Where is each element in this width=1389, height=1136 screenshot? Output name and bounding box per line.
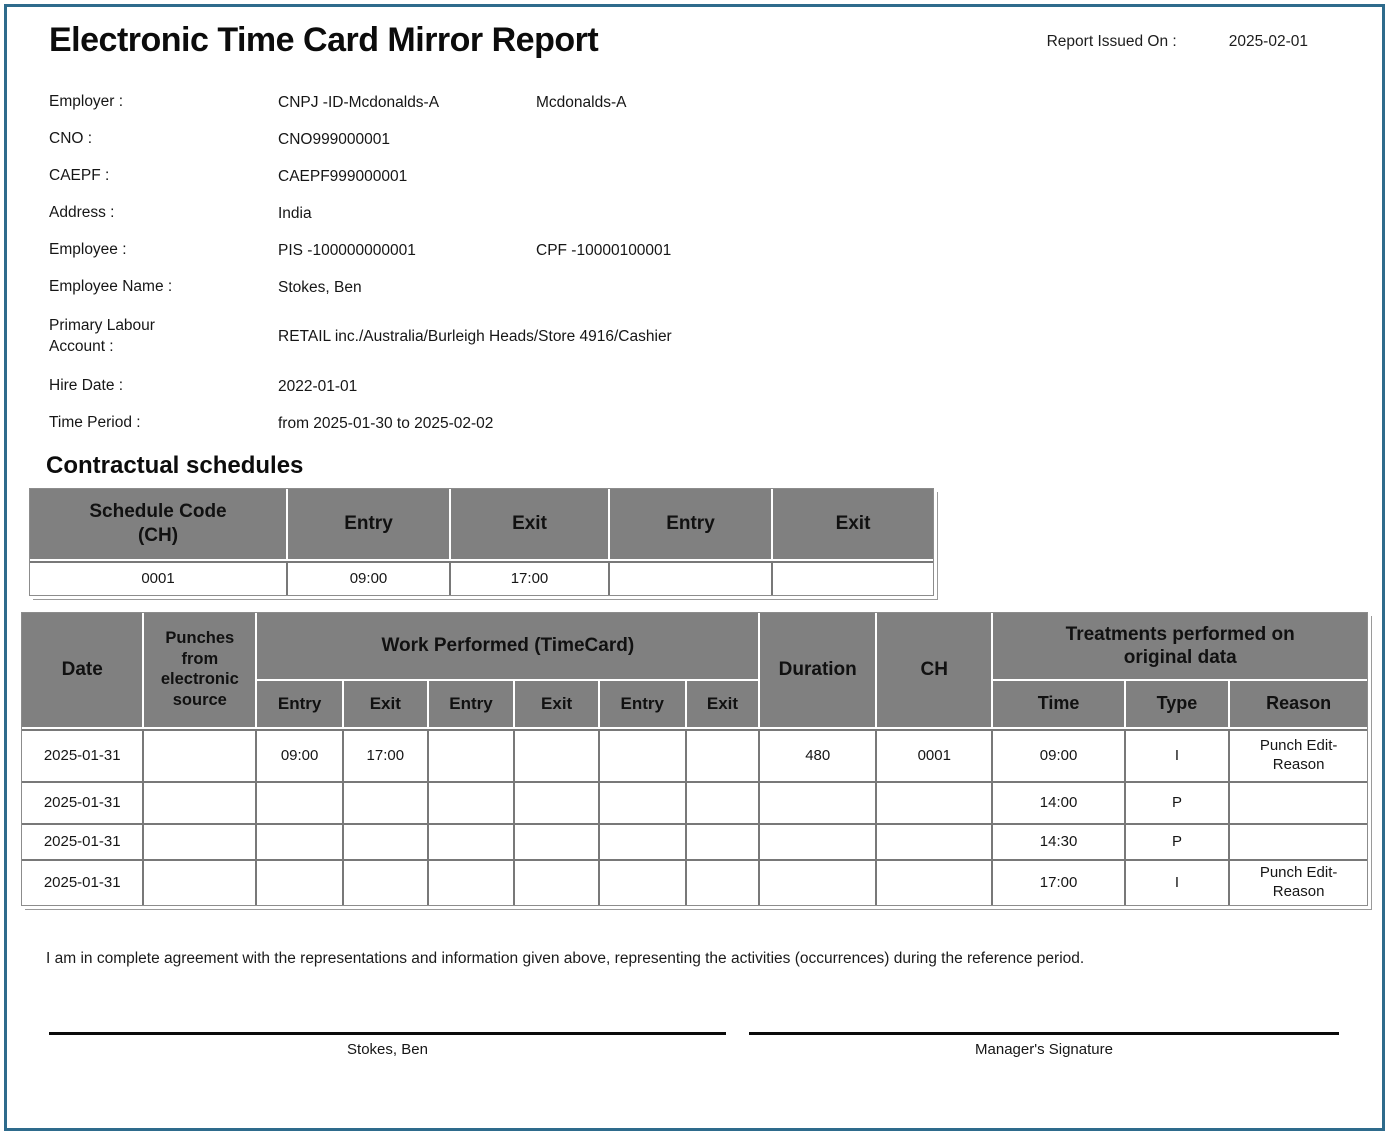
timecard-row (22, 729, 1367, 781)
cell-exit (515, 823, 600, 859)
field-value: RETAIL inc./Australia/Burleigh Heads/Store 4916/Cashier (278, 328, 672, 345)
cell-entry (600, 823, 687, 859)
cell-date: 2025-01-31 (22, 859, 144, 905)
cell-entry (600, 859, 687, 905)
cell-exit (515, 859, 600, 905)
field-value: CNO999000001 (278, 130, 391, 148)
col-header-entry: Entry (257, 681, 344, 729)
info-row-time-period (49, 405, 1368, 442)
manager-signature-line (749, 1032, 1339, 1035)
page-title: Electronic Time Card Mirror Report (49, 21, 599, 59)
cell-exit (344, 859, 429, 905)
cell-ch (877, 781, 993, 823)
cell-date: 2025-01-31 (22, 729, 144, 781)
cell-ch: 0001 (877, 729, 993, 781)
manager-signature-block (749, 1032, 1339, 1058)
col-header-time: Time (993, 681, 1125, 729)
cell-duration: 480 (760, 729, 877, 781)
cell-reason: Punch Edit-Reason (1230, 729, 1367, 781)
report-page (4, 4, 1385, 1131)
cell-entry (429, 823, 516, 859)
cell-exit (344, 823, 429, 859)
cell-entry (610, 561, 773, 595)
cell-duration (760, 781, 877, 823)
field-value: 2022-01-01 (278, 377, 358, 395)
field-value: CNPJ -ID-Mcdonalds-A (278, 93, 440, 111)
cell-entry (257, 823, 344, 859)
info-row-employee (49, 232, 1368, 269)
cell-exit: 17:00 (344, 729, 429, 781)
field-value: Stokes, Ben (278, 278, 362, 296)
col-header-exit: Exit (451, 489, 610, 561)
cell-punches (144, 859, 257, 905)
cell-exit (773, 561, 933, 595)
field-value: CAEPF999000001 (278, 167, 408, 185)
cell-exit (515, 729, 600, 781)
field-label: Hire Date : (49, 377, 124, 395)
info-row-employee-name (49, 269, 1368, 306)
field-label: CAEPF : (49, 167, 110, 185)
field-value: PIS -100000000001 (278, 241, 416, 259)
field-label: Time Period : (49, 414, 141, 432)
col-header-exit: Exit (687, 681, 761, 729)
timecard-row (22, 823, 1367, 859)
info-row-address (49, 195, 1368, 232)
cell-entry: 09:00 (288, 561, 451, 595)
cell-exit (687, 781, 761, 823)
agreement-statement: I am in complete agreement with the representations and information given above, representing the activities (occurrences) during the reference period. (46, 950, 1085, 967)
employee-signature-line (49, 1032, 726, 1035)
cell-time: 09:00 (993, 729, 1125, 781)
cell-time: 14:00 (993, 781, 1125, 823)
cell-ch (877, 823, 993, 859)
cell-entry (257, 781, 344, 823)
cell-exit (515, 781, 600, 823)
contractual-schedules-heading: Contractual schedules (46, 452, 304, 479)
group-header-work-performed: Work Performed (TimeCard) (257, 613, 760, 681)
col-header-date: Date (22, 613, 144, 729)
cell-exit (344, 781, 429, 823)
cell-reason (1230, 823, 1367, 859)
field-value-2: CPF -10000100001 (536, 241, 672, 259)
contractual-schedules-table (29, 488, 934, 596)
field-value: from 2025-01-30 to 2025-02-02 (278, 414, 494, 432)
cell-type: P (1126, 781, 1231, 823)
cell-type: I (1126, 729, 1231, 781)
info-row-caepf (49, 158, 1368, 195)
cell-entry (600, 729, 687, 781)
signature-section (21, 1032, 1368, 1058)
info-row-cno (49, 121, 1368, 158)
cell-time: 14:30 (993, 823, 1125, 859)
cell-reason (1230, 781, 1367, 823)
col-header-duration: Duration (760, 613, 877, 729)
cell-entry (600, 781, 687, 823)
cell-entry (429, 859, 516, 905)
issued-label: Report Issued On : (1046, 33, 1177, 50)
col-header-entry: Entry (610, 489, 773, 561)
cell-date: 2025-01-31 (22, 823, 144, 859)
timecard-table (21, 612, 1368, 906)
schedule-row (30, 561, 933, 595)
cell-punches (144, 823, 257, 859)
col-header-exit: Exit (773, 489, 933, 561)
employee-signature-block (49, 1032, 726, 1058)
manager-signature-label: Manager's Signature (975, 1041, 1113, 1058)
cell-punches (144, 729, 257, 781)
info-row-primary-labour-account (49, 306, 1368, 368)
field-label: Primary Labour Account : (49, 317, 155, 355)
cell-exit (687, 823, 761, 859)
cell-entry (429, 781, 516, 823)
cell-reason: Punch Edit-Reason (1230, 859, 1367, 905)
col-header-punches: Punches from electronic source (144, 613, 257, 729)
field-label: Employer : (49, 93, 124, 111)
employee-info-block (49, 84, 1368, 442)
col-header-entry: Entry (600, 681, 687, 729)
cell-ch (877, 859, 993, 905)
cell-entry: 09:00 (257, 729, 344, 781)
report-issued (1047, 21, 1308, 51)
cell-type: P (1126, 823, 1231, 859)
cell-exit: 17:00 (451, 561, 610, 595)
col-header-schedule-code: Schedule Code (CH) (30, 489, 288, 561)
col-header-entry: Entry (429, 681, 516, 729)
info-row-hire-date (49, 368, 1368, 405)
issued-date: 2025-02-01 (1228, 33, 1308, 50)
col-header-exit: Exit (344, 681, 429, 729)
field-label: Employee Name : (49, 278, 173, 296)
timecard-row (22, 859, 1367, 905)
field-value-2: Mcdonalds-A (536, 93, 627, 111)
timecard-row (22, 781, 1367, 823)
report-header (21, 7, 1368, 60)
col-header-reason: Reason (1230, 681, 1367, 729)
cell-schedule-code: 0001 (30, 561, 288, 595)
cell-time: 17:00 (993, 859, 1125, 905)
cell-entry (429, 729, 516, 781)
cell-date: 2025-01-31 (22, 781, 144, 823)
cell-duration (760, 859, 877, 905)
field-label: Address : (49, 204, 115, 222)
cell-type: I (1126, 859, 1231, 905)
cell-punches (144, 781, 257, 823)
field-value: India (278, 204, 312, 222)
col-header-type: Type (1126, 681, 1231, 729)
employee-signature-label: Stokes, Ben (347, 1041, 428, 1058)
col-header-exit: Exit (515, 681, 600, 729)
cell-entry (257, 859, 344, 905)
field-label: CNO : (49, 130, 93, 148)
col-header-entry: Entry (288, 489, 451, 561)
group-header-treatments: Treatments performed on original data (993, 613, 1367, 681)
field-label: Employee : (49, 241, 127, 259)
cell-exit (687, 729, 761, 781)
cell-duration (760, 823, 877, 859)
cell-exit (687, 859, 761, 905)
info-row-employer (49, 84, 1368, 121)
col-header-ch: CH (877, 613, 993, 729)
